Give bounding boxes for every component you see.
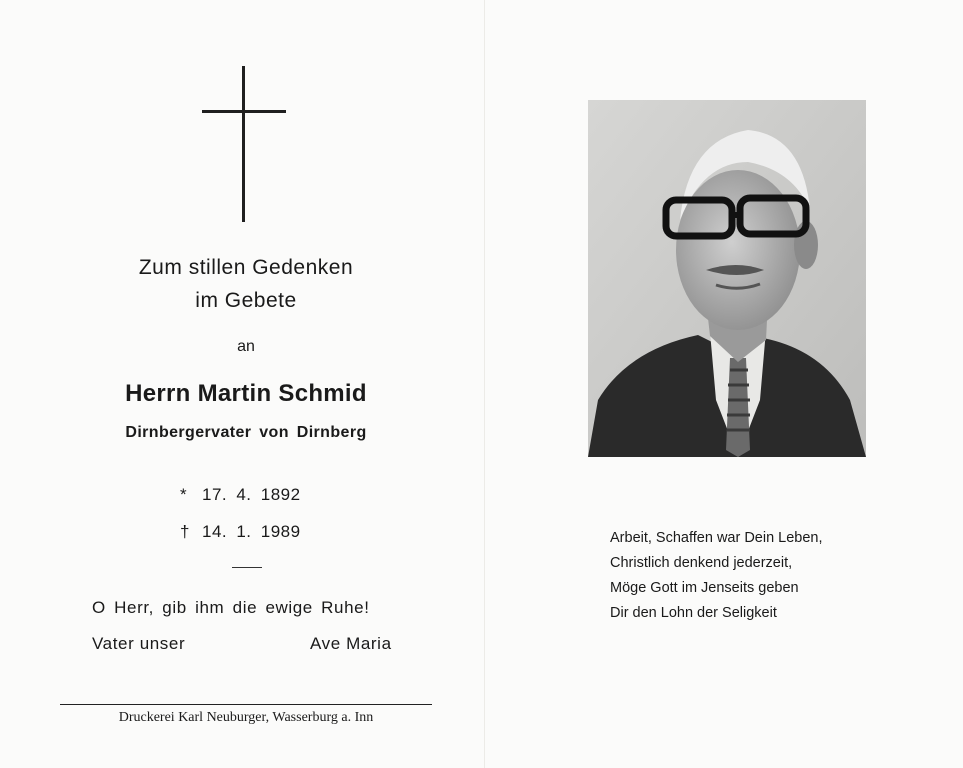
ave-maria: Ave Maria	[310, 634, 392, 653]
portrait-photo	[588, 100, 866, 457]
birth-date: 17. 4. 1892	[202, 485, 301, 504]
death-date: 14. 1. 1989	[202, 522, 301, 541]
card-fold	[484, 0, 485, 768]
cross-icon	[202, 66, 286, 222]
birth-symbol: *	[180, 485, 188, 504]
poem-line: Möge Gott im Jenseits geben	[610, 580, 799, 596]
printer-credit: Druckerei Karl Neuburger, Wasserburg a. Inn	[118, 710, 374, 725]
deceased-name: Herrn Martin Schmid	[125, 380, 367, 407]
an-line: an	[237, 338, 255, 355]
memory-line: Zum stillen Gedenken	[138, 256, 354, 279]
prayers-line: im Gebete	[195, 289, 297, 312]
vater-unser: Vater unser	[92, 634, 186, 653]
death-date-line	[180, 522, 301, 542]
separator-dash	[232, 567, 262, 568]
deceased-subtitle: Dirnbergervater von Dirnberg	[125, 424, 367, 441]
poem-line: Arbeit, Schaffen war Dein Leben,	[610, 530, 823, 546]
prayer-line: O Herr, gib ihm die ewige Ruhe!	[92, 598, 370, 617]
poem-line: Christlich denkend jederzeit,	[610, 555, 793, 571]
footer-rule	[60, 704, 432, 705]
memorial-poem	[610, 526, 823, 626]
death-symbol: †	[180, 522, 190, 541]
poem-line: Dir den Lohn der Seligkeit	[610, 605, 777, 621]
birth-date-line	[180, 485, 301, 505]
